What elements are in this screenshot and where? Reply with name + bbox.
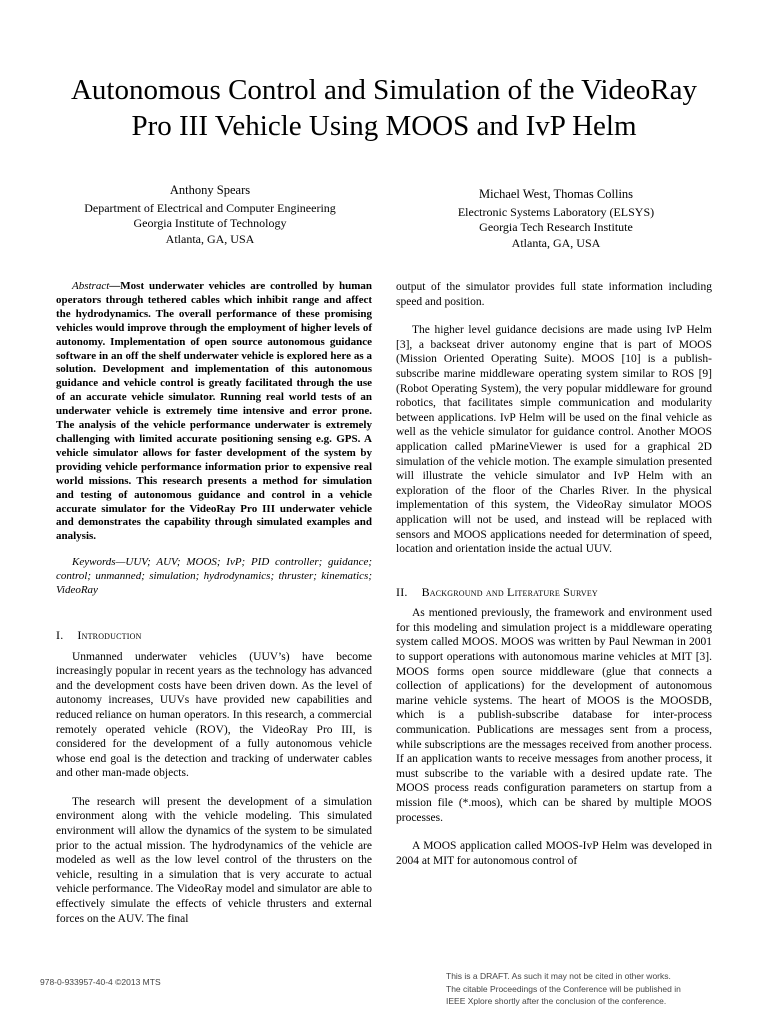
author-location: Atlanta, GA, USA <box>511 235 601 250</box>
copyright-footer: 978-0-933957-40-4 ©2013 MTS <box>40 977 161 987</box>
section-heading-background <box>396 585 712 600</box>
author-affiliation: Electronic Systems Laboratory (ELSYS) <box>457 204 655 219</box>
author-name: Michael West, Thomas Collins <box>478 187 634 201</box>
author-location: Atlanta, GA, USA <box>165 231 255 246</box>
abstract-label: Abstract <box>72 280 110 292</box>
left-column <box>56 280 372 926</box>
draft-notice-line-2: The citable Proceedings of the Conference will be published in <box>446 983 681 994</box>
author-affiliation: Department of Electrical and Computer Engineering <box>84 200 336 215</box>
section-title: Background and Literature Survey <box>421 584 598 599</box>
section-title: Introduction <box>77 627 142 642</box>
paper-title <box>30 72 738 144</box>
right-paragraph-0: output of the simulator provides full state information including speed and position. <box>396 281 712 308</box>
right-column <box>396 280 712 868</box>
keywords-text: UUV; AUV; MOOS; IvP; PID controller; guidance; control; unmanned; simulation; hydrodynamics; thruster; kinematics; VideoRay <box>56 556 372 597</box>
intro-paragraph-2: The research will present the development of a simulation environment along with the vehicle modeling. This simulated environment will allow the dynamics of the system to be simulated prior to the actual mission. The hydrodynamics of the vehicle are modeled as well as the low level control of the thrusters on the vehicle, resulting in a simulation that is very accurate to actual vehicle performance. The VideoRay model and simulator are able to effectively simulate the effects of vehicle thrusters and external forces on the AUV. The final <box>56 795 372 925</box>
author-block-1 <box>40 183 380 247</box>
author-block-2 <box>386 187 726 251</box>
keywords <box>56 556 372 598</box>
intro-paragraph-1: Unmanned underwater vehicles (UUV’s) have become increasingly popular in recent years as the technology has advanced and the development costs have been driven down. As the level of autonomy increases, UUVs have provided new capabilities and reduced reliance on human operators. In this research, a commercial remotely operated vehicle (ROV), the VideoRay Pro III, is considered for the development of a fully autonomous vehicle whose end goal is the detection and tracking of underwater cables and other man-made objects. <box>56 650 372 780</box>
draft-notice <box>446 970 736 1008</box>
keywords-label: Keywords— <box>72 556 126 569</box>
title-line-2: Pro III Vehicle Using MOOS and IvP Helm <box>131 110 637 142</box>
abstract <box>56 280 372 544</box>
right-paragraph-1: The higher level guidance decisions are made using IvP Helm [3], a backseat driver autonomy engine that is part of MOOS (Mission Oriented Operating Suite). MOOS [10] is a publish-subscribe marine middleware operating system similar to ROS [9] (Robot Operating System), the very popular middleware for ground robotics, that facilitates simple communication and modularity between applications. IvP Helm will be used on the final vehicle as well as the vehicle simulator for guidance control. Another MOOS application called pMarineViewer is used for a graphical 2D simulation of the vehicle motion. The example simulation presented will illustrate the vehicle simulator and IvP Helm with an exploration of the floor of the Charles River. In the physical implementation of this system, the VideoRay simulator MOOS application will not be used, and instead will be replaced with sensors and MOOS applications needed for determination of speed, location and orientation inside the actual UUV. <box>396 324 712 556</box>
section-number: II. <box>396 584 408 599</box>
abstract-text: —Most underwater vehicles are controlled by human operators through tethered cables which inhibit range and affect the hydrodynamics. The overall performance of these promising vehicles would improve through the employment of higher levels of autonomy. Implementation of open source autonomous guidance software in an off the shelf underwater vehicle is explored here as a solution. Development and implementation of this autonomous guidance and vehicle control is greatly facilitated through the use of an accurate vehicle simulator. Running real world tests of an underwater vehicle is extremely time intensive and error prone. The analysis of the vehicle performance underwater is extremely challenging with limited accurate positioning sensing e.g. GPS. A vehicle simulator allows for faster development of the system by providing vehicle performance information prior to expensive real world missions. This research presents a method for simulation and testing of autonomous guidance and control in a vehicle accurate simulator for the VideoRay Pro III underwater vehicle and demonstrates the capability through simulated examples and analysis. <box>56 280 372 543</box>
draft-notice-line-1: This is a DRAFT. As such it may not be cited in other works. <box>446 971 671 981</box>
background-paragraph-1: As mentioned previously, the framework and environment used for this modeling and simulation project is a middleware operating system called MOOS. MOOS was written by Paul Newman in 2001 to support operations with autonomous marine vehicles at MIT [3]. MOOS forms open source middleware (glue that connects a collection of applications) for the development of autonomous marine vehicle systems. The heart of MOOS is the MOOSDB, which is a publish-subscribe database for inter-process communication. Publications are messages sent from a process, while subscriptions are the messages received from another process. If an application wants to receive messages from another process, it must subscribe to the variable with a desired update rate. The MOOS process reads configuration parameters on startup from a mission file (*.moos), which can be shared by multiple MOOS processes. <box>396 607 712 824</box>
section-heading-introduction <box>56 628 372 643</box>
section-number: I. <box>56 627 64 642</box>
title-line-1: Autonomous Control and Simulation of the VideoRay <box>70 74 698 106</box>
draft-notice-line-3: IEEE Xplore shortly after the conclusion of the conference. <box>446 996 667 1006</box>
author-name: Anthony Spears <box>169 183 251 197</box>
author-institution: Georgia Tech Research Institute <box>479 220 633 234</box>
author-institution: Georgia Institute of Technology <box>133 216 287 230</box>
background-paragraph-2: A MOOS application called MOOS-IvP Helm was developed in 2004 at MIT for autonomous control of <box>396 840 712 867</box>
